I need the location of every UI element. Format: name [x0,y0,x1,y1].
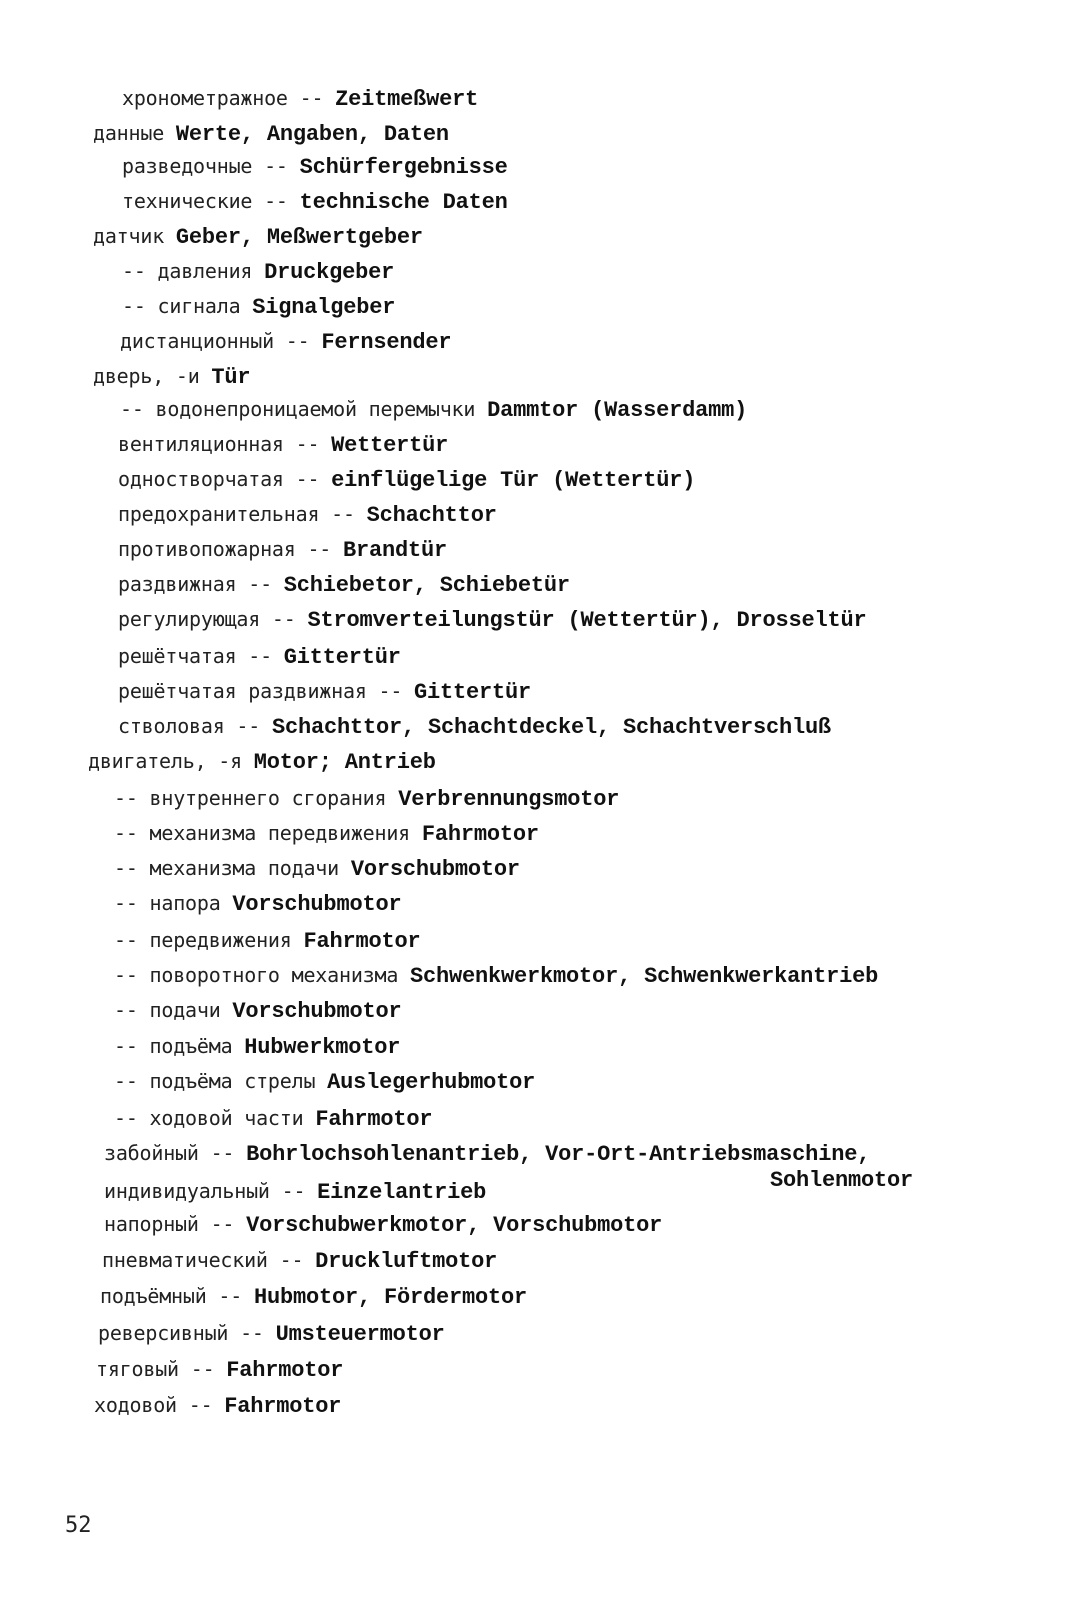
german-translation: Bohrlochsohlenantrieb, Vor-Ort-Antriebsmaschine, [246,1142,871,1167]
russian-term: раздвижная -- [118,572,284,596]
entry-line [118,643,401,671]
german-translation: Fahrmotor [226,1358,344,1383]
entry-line [120,328,451,356]
russian-term: -- ходовой части [114,1106,316,1130]
russian-term: -- давления [122,259,265,283]
german-translation: Signalgeber [252,295,396,320]
entry-line [102,1247,497,1275]
german-translation: Einzelantrieb [317,1180,487,1205]
entry-line [114,820,539,848]
german-translation: Druckluftmotor [315,1249,498,1274]
russian-term: вентиляционная -- [118,432,332,456]
entry-line [104,1140,870,1168]
russian-term: -- передвижения [114,928,304,952]
german-translation: Fahrmotor [224,1394,342,1419]
russian-term: двигатель, -я [88,749,254,773]
entry-line [120,396,747,424]
german-translation: Geber, Meßwertgeber [175,225,423,250]
russian-term: пневматический -- [102,1248,316,1272]
entry-line [114,890,401,918]
entry-line [114,1105,432,1133]
german-translation: Umsteuermotor [275,1322,445,1347]
german-translation: Schürfergebnisse [299,155,508,180]
russian-term: -- подачи [114,998,233,1022]
german-translation: Hubmotor, Fördermotor [253,1285,527,1310]
german-translation: Auslegerhubmotor [327,1070,536,1095]
german-translation: Werte, Angaben, Daten [175,122,449,147]
russian-term: -- механизма подачи [114,856,351,880]
german-translation: Dammtor (Wasserdamm) [487,398,748,423]
entry-line [122,153,508,181]
german-translation: Brandtür [342,538,448,563]
russian-term: -- подъёма стрелы [114,1069,328,1093]
russian-term: напорный -- [104,1212,247,1236]
russian-term: регулирующая -- [118,607,308,631]
entry-line [94,1392,341,1420]
german-translation: Wettertür [331,433,449,458]
russian-term: решётчатая -- [118,644,284,668]
russian-term: -- водонепроницаемой перемычки [120,397,488,421]
russian-term: предохранительная -- [118,502,367,526]
russian-term: дверь, -и [93,364,212,388]
german-translation: Vorschubmotor [232,892,402,917]
russian-term: -- поворотного механизма [114,963,411,987]
entry-line [114,1068,535,1096]
russian-term: данные [93,121,176,145]
russian-term: тяговый -- [96,1357,227,1381]
continuation-line [770,1166,913,1194]
german-translation: Hubwerkmotor [244,1035,401,1060]
entry-line [93,223,423,251]
entry-line [118,713,831,741]
russian-term: реверсивный -- [98,1321,276,1345]
german-translation: Schachttor, Schachtdeckel, Schachtverschluß [271,715,832,740]
entry-line [118,606,867,634]
german-translation: einflügelige Tür (Wettertür) [331,468,696,493]
entry-line [96,1356,343,1384]
entry-line [114,855,520,883]
german-translation: Motor; Antrieb [253,750,436,775]
entry-line [114,962,878,990]
german-translation: Fahrmotor [303,929,421,954]
entry-line [100,1283,527,1311]
german-translation: Fahrmotor [421,822,539,847]
russian-term: технические -- [122,189,300,213]
entry-line [118,571,570,599]
entry-line [122,258,394,286]
german-translation: Gittertür [414,680,532,705]
entry-line [118,466,695,494]
german-translation: Vorschubmotor [350,857,520,882]
entry-line [118,431,448,459]
german-translation: technische Daten [299,190,508,215]
russian-term: забойный -- [104,1141,247,1165]
german-translation: Tür [211,365,251,390]
russian-term: индивидуальный -- [104,1179,318,1203]
entry-line [93,363,250,391]
entry-line [114,1033,400,1061]
russian-term: хронометражное -- [122,86,336,110]
russian-term: -- внутреннего сгорания [114,786,399,810]
entry-line [122,85,478,113]
entry-line [93,120,449,148]
entry-line [88,748,436,776]
russian-term: -- сигнала [122,294,253,318]
russian-term: датчик [93,224,176,248]
entry-line [104,1178,486,1206]
german-translation: Druckgeber [264,260,395,285]
russian-term: противопожарная -- [118,537,343,561]
german-translation: Schiebetor, Schiebetür [283,573,570,598]
russian-term: -- напора [114,891,233,915]
russian-term: -- механизма передвижения [114,821,422,845]
russian-term: разведочные -- [122,154,300,178]
entry-line [122,293,395,321]
entry-line [104,1211,662,1239]
german-translation: Gittertür [283,645,401,670]
german-translation-continuation: Sohlenmotor [770,1168,914,1193]
entry-line [118,536,447,564]
entry-line [118,501,497,529]
entry-line [114,785,619,813]
german-translation: Schwenkwerkmotor, Schwenkwerkantrieb [410,964,879,989]
russian-term: решётчатая раздвижная -- [118,679,415,703]
german-translation: Stromverteilungstür (Wettertür), Drosseltür [307,608,867,633]
entry-line [118,678,531,706]
russian-term: дистанционный -- [120,329,322,353]
german-translation: Fernsender [321,330,452,355]
german-translation: Verbrennungsmotor [398,787,620,812]
german-translation: Zeitmeßwert [335,87,479,112]
entry-line [122,188,508,216]
german-translation: Vorschubmotor [232,999,402,1024]
russian-term: одностворчатая -- [118,467,332,491]
russian-term: подъёмный -- [100,1284,254,1308]
entry-line [98,1320,445,1348]
russian-term: ходовой -- [94,1393,225,1417]
entry-line [114,997,401,1025]
russian-term: -- подъёма [114,1034,245,1058]
entry-line [114,927,421,955]
german-translation: Vorschubwerkmotor, Vorschubmotor [246,1213,663,1238]
russian-term: стволовая -- [118,714,272,738]
german-translation: Schachttor [366,503,497,528]
page-number: 52 [65,1513,92,1538]
german-translation: Fahrmotor [315,1107,433,1132]
